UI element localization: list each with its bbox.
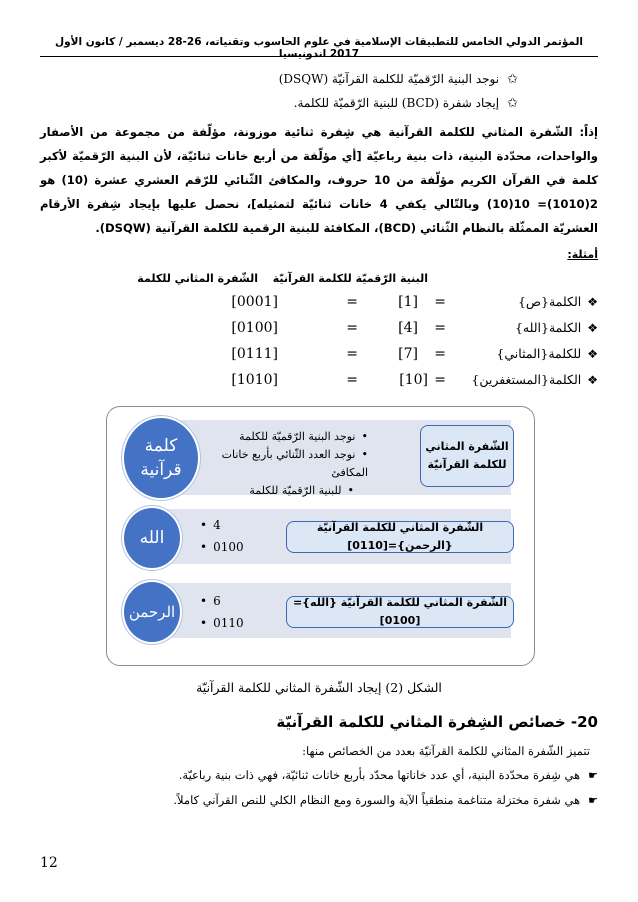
header-rule: [40, 56, 598, 57]
step-item: • نوجد البنية الرّقميّة للكلمة: [198, 428, 368, 446]
steps-list: [198, 428, 368, 500]
column-header-structure: البنية الرّقميّة للكلمة القرآنيّة: [272, 272, 428, 285]
equals-sign: =: [346, 372, 358, 388]
word-circle-rahman: الرحمن: [122, 580, 182, 644]
example-word: ❖الكلمة{ص}: [517, 294, 598, 309]
page-number: 12: [40, 855, 58, 871]
bullet-text: نوجد البنية الرّقميّة للكلمة القرآنيّة (DSQW): [278, 72, 500, 86]
definition-paragraph: [40, 120, 598, 240]
values-list: [200, 590, 244, 634]
table-row: [0, 372, 638, 394]
equals-sign: =: [434, 294, 446, 310]
column-header-code: الشّفرة المثاني للكلمة: [137, 272, 258, 285]
hand-pointer-icon: ☛: [588, 769, 598, 782]
section-title: 20- خصائص الشِفرة المثاني للكلمة القرآنيّة: [276, 713, 598, 731]
equals-sign: =: [434, 346, 446, 362]
step-item-continuation: • للبنية الرّقميّة للكلمة: [198, 482, 368, 500]
value-item: • 0100: [200, 536, 244, 558]
step-item: • نوجد العدد الثّنائي بأربع خانات المكافئ: [198, 446, 368, 482]
figure-caption: الشكل (2) إيجاد الشّفرة المثاني للكلمة القرآنيّة: [196, 680, 442, 695]
binary-code: [0111]: [231, 346, 278, 362]
equals-sign: =: [346, 320, 358, 336]
example-word: ❖الكلمة{المستغفرين}: [471, 372, 598, 387]
diamond-bullet-icon: ❖: [587, 373, 598, 387]
values-list: [200, 514, 244, 558]
page-header: المؤتمر الدولي الخامس للتطبيقات الإسلامية في علوم الحاسوب وتقنياته، 26-28 ديسمبر / كانون الأول 2017 اندونيسيا: [54, 36, 584, 60]
section-intro: تتميز الشّفرة المثاني للكلمة القرآنيّة بعدد من الخصائص منها:: [302, 744, 590, 758]
example-word: ❖للكلمة{المثاني}: [496, 346, 598, 361]
equals-sign: =: [434, 372, 446, 388]
examples-heading: أمثلة:: [567, 248, 598, 261]
result-box: الشّفرة المثاني للكلمة القرآنيّة: [420, 425, 514, 487]
equals-sign: =: [434, 320, 446, 336]
result-box: الشّفرة المثاني للكلمة القرآنيّة {الله}=[0100]: [286, 596, 514, 628]
equals-sign: =: [346, 346, 358, 362]
result-box: الشّفرة المثاني للكلمة القرآنيّة {الرحمن}=[0110]: [286, 521, 514, 553]
value-item: • 0110: [200, 612, 244, 634]
example-word: ❖الكلمة{الله}: [514, 320, 598, 335]
word-circle-allah: الله: [122, 506, 182, 570]
bullet-text: إيجاد شفرة (BCD) للبنية الرّقميّة للكلمة.: [293, 96, 500, 110]
examples-table: [0, 294, 638, 394]
table-row: [0, 346, 638, 368]
equals-sign: =: [346, 294, 358, 310]
diamond-bullet-icon: ❖: [587, 321, 598, 335]
paragraph-text: إذاً: الشّفرة المثاني للكلمة القرآنية هي شِفرة ثنائية موزونة، مؤلّفة من مجموعة من الأصفار والواحدات، محدّدة البنية، ذات بنية رباعيّة [أي مؤلّفة من أربع خانات ثنائيّة، لأن البنية الرّقميّة لأكبر كلمة في القرآن الكريم مؤلّفة من 10 حروف، والمكافئ الثّنائي للرّقم العشري عشرة (10) هو 2(1010)= 10(10) وبالتّالي يكفي 4 خانات ثنائيّة لتمثيله]، نحصل عليها بإيجاد شِفرة الأرقام العشريّة الممثّلة بالنظام الثّنائي (BCD)، المكافئة للبنية الرقمية للكلمة القرآنية (DSQW).: [40, 125, 598, 235]
binary-code: [0100]: [231, 320, 278, 336]
structure-value: [4]: [398, 320, 418, 336]
binary-code: [1010]: [231, 372, 278, 388]
feature-item: [179, 768, 598, 782]
feature-item: [173, 793, 598, 807]
binary-code: [0001]: [231, 294, 278, 310]
value-item: • 6: [200, 590, 244, 612]
diamond-bullet-icon: ❖: [587, 347, 598, 361]
value-item: • 4: [200, 514, 244, 536]
star-icon: ✩: [507, 72, 518, 87]
feature-text: هي شِفرة محدّدة البنية، أي عدد خاناتها محدّد بأربع خانات ثنائيّة، فهي ذات بنية رباعيّة.: [178, 768, 581, 782]
table-row: [0, 294, 638, 316]
diamond-bullet-icon: ❖: [587, 295, 598, 309]
structure-value: [7]: [398, 346, 418, 362]
star-icon: ✩: [507, 96, 518, 111]
structure-value: [1]: [398, 294, 418, 310]
hand-pointer-icon: ☛: [588, 794, 598, 807]
bullet-item: [294, 96, 518, 111]
feature-text: هي شفرة مختزلة متناغمة منطقياً الآية والسورة ومع النظام الكلي للنص القرآني كاملاً.: [173, 793, 581, 807]
input-word-circle: كلمة قرآنية: [122, 416, 200, 500]
structure-value: [10]: [399, 372, 428, 388]
bullet-item: [279, 72, 518, 87]
table-row: [0, 320, 638, 342]
